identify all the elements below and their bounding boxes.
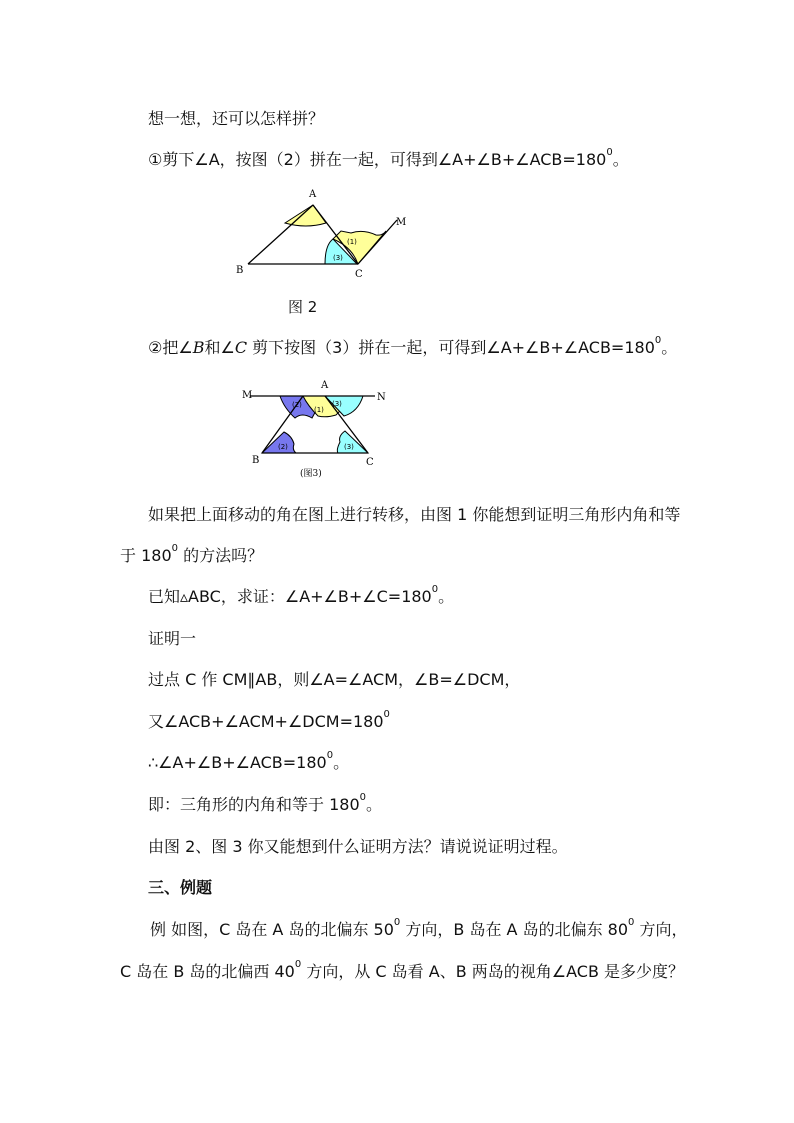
label-a: A — [309, 189, 317, 200]
discussion-line: 由图 2、图 3 你又能想到什么证明方法？请说说证明过程。 — [148, 837, 568, 856]
degree-sup: 0 — [393, 917, 401, 928]
method-one-line — [148, 147, 629, 170]
label-c: C — [355, 269, 363, 280]
method-two-text-a: ②把∠ — [148, 338, 193, 357]
example-text-d: C 岛在 B 岛的北偏西 40 — [120, 962, 295, 981]
method-one-text: ①剪下∠A，按图（2）拼在一起，可得到∠A+∠B+∠ACB=180 — [148, 150, 607, 169]
figure-3-caption: (图3) — [300, 469, 322, 479]
label-3-top: (3) — [332, 400, 342, 408]
degree-sup: 0 — [359, 792, 367, 803]
method-two-text-b: 和∠ — [204, 338, 235, 357]
figure-2-diagram — [230, 185, 405, 285]
transfer-question-line-1: 如果把上面移动的角在图上进行转移，由图 1 你能想到证明三角形内角和等 — [148, 505, 681, 524]
label-b: B — [252, 455, 260, 466]
degree-sup: 0 — [628, 917, 635, 928]
label-n: N — [377, 392, 386, 403]
given-text: 已知▵ABC，求证：∠A+∠B+∠C=180 — [148, 587, 432, 606]
proof-heading: 证明一 — [148, 629, 197, 648]
period: 。 — [333, 753, 350, 772]
period: 。 — [438, 587, 455, 606]
degree-sup: 0 — [606, 147, 613, 158]
label-2-top: (2) — [292, 401, 302, 409]
side-ab — [248, 205, 313, 264]
figure-2-caption: 图 2 — [288, 298, 318, 316]
degree-sup: 0 — [383, 709, 390, 720]
example-line-1 — [150, 917, 688, 940]
angle-a-piece — [285, 205, 326, 226]
degree-sup: 0 — [654, 335, 662, 346]
proof-step-1: 过点 C 作 CM∥AB，则∠A=∠ACM，∠B=∠DCM， — [148, 670, 521, 689]
period: 。 — [612, 150, 629, 169]
period: 。 — [366, 795, 383, 814]
example-text-a: 例 如图，C 岛在 A 岛的北偏东 50 — [150, 920, 394, 939]
italic-b: B — [192, 338, 205, 357]
method-two-line — [148, 335, 678, 358]
conclusion-text: 即：三角形的内角和等于 180 — [148, 795, 360, 814]
label-1: (1) — [314, 406, 324, 414]
degree-sup: 0 — [326, 750, 334, 761]
proof-step-3-text: ∴∠A+∠B+∠ACB=180 — [148, 753, 327, 772]
question-line: 想一想，还可以怎样拼？ — [148, 109, 325, 128]
example-text-b: 方向，B 岛在 A 岛的北偏东 80 — [400, 920, 629, 939]
label-3-bottom: (3) — [344, 443, 354, 451]
degree-sup: 0 — [294, 959, 302, 970]
proof-step-2-text: 又∠ACB+∠ACM+∠DCM=180 — [148, 712, 384, 731]
label-m: M — [396, 217, 407, 228]
label-b: B — [236, 265, 244, 276]
conclusion-line — [148, 792, 383, 815]
label-a: A — [321, 380, 329, 391]
section-heading-examples: 三、例题 — [148, 878, 213, 897]
transfer-question-line-2 — [120, 543, 264, 566]
italic-c: C — [234, 338, 248, 357]
example-line-2 — [120, 959, 685, 982]
given-line — [148, 584, 455, 607]
example-text-c: 方向， — [634, 920, 688, 939]
transfer-text: 于 180 — [120, 546, 172, 565]
label-3: (3) — [333, 254, 343, 262]
degree-sup: 0 — [171, 543, 179, 554]
label-c: C — [366, 457, 374, 468]
proof-step-2 — [148, 709, 390, 732]
label-2-bottom: (2) — [278, 443, 288, 451]
example-text-e: 方向，从 C 岛看 A、B 两岛的视角∠ACB 是多少度？ — [301, 962, 685, 981]
degree-sup: 0 — [431, 584, 439, 595]
label-1: (1) — [347, 238, 357, 246]
method-two-text-c: 剪下按图（3）拼在一起，可得到∠A+∠B+∠ACB=180 — [247, 338, 655, 357]
figure-3-diagram — [240, 378, 390, 480]
proof-step-3 — [148, 750, 350, 773]
transfer-text-end: 的方法吗？ — [178, 546, 264, 565]
label-m: M — [242, 390, 253, 401]
period: 。 — [661, 338, 678, 357]
